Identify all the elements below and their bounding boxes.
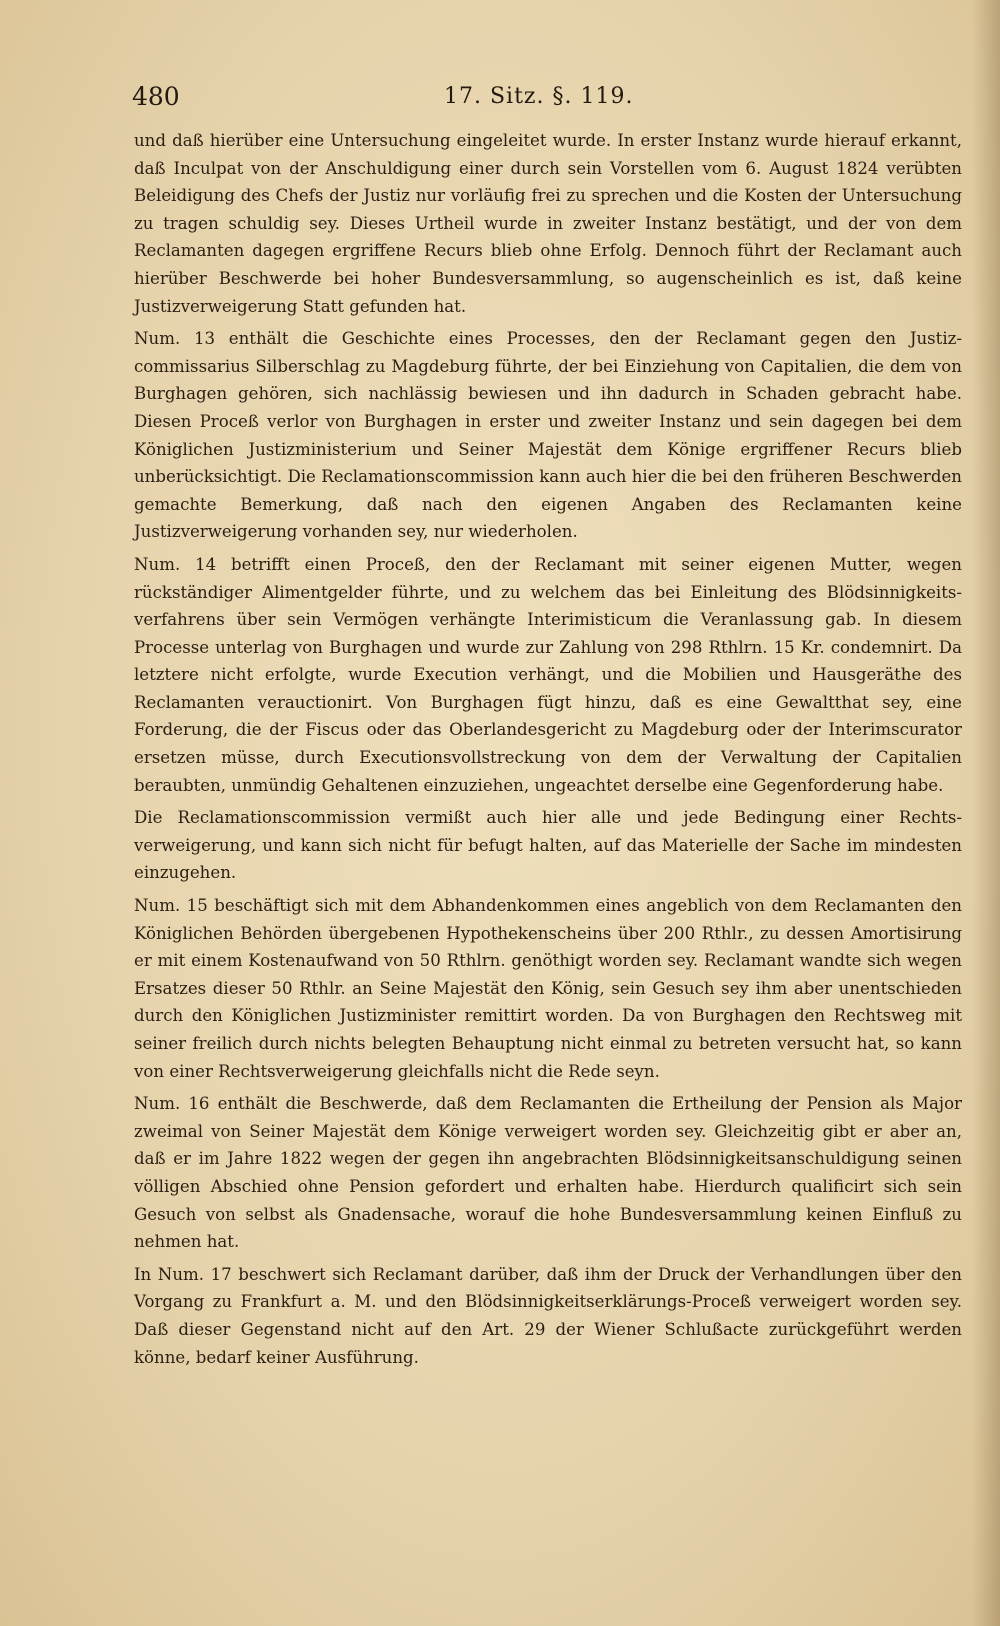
paragraph-num-14: Num. 14 betrifft einen Proceß, den der Reclamant mit seiner eigenen Mutter, wegen rückständiger Alimentgelder führte, und zu welchem das bei Einleitung des Blödsinnigkeits-verfahrens über sein Vermögen verhängte Interimisticum die Veranlassung gab. In diesem Processe unterlag von Burghagen und wurde zur Zahlung von 298 Rthlrn. 15 Kr. condemnirt. Da letztere nicht erfolgte, wurde Execution verhängt, und die Mobilien und Hausgeräthe des Reclamanten verauctionirt. Von Burghagen fügt hinzu, daß es eine Gewaltthat sey, eine Forderung, die der Fiscus oder das Oberlandesgericht zu Magdeburg oder der Interimscurator ersetzen müsse, durch Executionsvollstreckung von dem der Verwaltung der Capitalien beraubten, unmündig Gehaltenen einzuziehen, ungeachtet derselbe eine Gegenforderung habe. bbox=[134, 554, 962, 795]
page-edge-shadow bbox=[972, 0, 1000, 1626]
paragraph-num-17: In Num. 17 beschwert sich Reclamant darüber, daß ihm der Druck der Verhandlungen über den Vorgang zu Frankfurt a. M. und den Blödsinnigkeitserklärungs-Proceß verweigert worden sey. Daß dieser Gegenstand nicht auf den Art. 29 der Wiener Schlußacte zurückgeführt werden könne, bedarf keiner Ausführung. bbox=[134, 1264, 962, 1367]
paragraph-continuation: und daß hierüber eine Untersuchung eingeleitet wurde. In erster Instanz wurde hierauf erkannt, daß Inculpat von der Anschuldigung einer durch sein Vorstellen vom 6. August 1824 verübten Beleidigung des Chefs der Justiz nur vorläufig frei zu sprechen und die Kosten der Untersuchung zu tragen schuldig sey. Dieses Urtheil wurde in zweiter Instanz bestätigt, und der von dem Reclamanten dagegen ergriffene Recurs blieb ohne Erfolg. Dennoch führt der Reclamant auch hierüber Beschwerde bei hoher Bundesversammlung, so augenscheinlich es ist, daß keine Justizverweigerung Statt gefunden hat. bbox=[134, 131, 962, 316]
paragraph-num-15: Num. 15 beschäftigt sich mit dem Abhandenkommen eines angeblich von dem Reclamanten den Königlichen Behörden übergebenen Hypothekenscheins über 200 Rthlr., zu dessen Amortisirung er mit einem Kostenaufwand von 50 Rthlrn. genöthigt worden sey. Reclamant wandte sich wegen Ersatzes dieser 50 Rthlr. an Seine Majestät den König, sein Gesuch sey ihm aber unentschieden durch den Königlichen Justizminister remittirt worden. Da von Burghagen den Rechtsweg mit seiner freilich durch nichts belegten Behauptung nicht einmal zu betreten versucht hat, so kann von einer Rechtsverweigerung gleichfalls nicht die Rede seyn. bbox=[134, 896, 962, 1081]
paragraph-num-13: Num. 13 enthält die Geschichte eines Processes, den der Reclamant gegen den Justiz-commissarius Silberschlag zu Magdeburg führte, der bei Einziehung von Capitalien, die dem von Burghagen gehören, sich nachlässig bewiesen und ihn dadurch in Schaden gebracht habe. Diesen Proceß verlor von Burghagen in erster und zweiter Instanz und sein dagegen bei dem Königlichen Justizministerium und Seiner Majestät dem Könige ergriffener Recurs blieb unberücksichtigt. Die Reclamationscommission kann auch hier die bei den früheren Beschwerden gemachte Bemerkung, daß nach den eigenen Angaben des Reclamanten keine Justizverweigerung vorhanden sey, nur wiederholen. bbox=[134, 329, 962, 542]
page-number: 480 bbox=[132, 82, 180, 111]
paragraph-num-16: Num. 16 enthält die Beschwerde, daß dem Reclamanten die Ertheilung der Pension als Major zweimal von Seiner Majestät dem Könige verweigert worden sey. Gleichzeitig gibt er aber an, daß er im Jahre 1822 wegen der gegen ihn angebrachten Blödsinnigkeitsanschuldigung seinen völligen Abschied ohne Pension gefordert und erhalten habe. Hierdurch qualificirt sich sein Gesuch von selbst als Gnadensache, worauf die hohe Bundesversammlung keinen Einfluß zu nehmen hat. bbox=[134, 1094, 962, 1252]
body-text bbox=[134, 127, 962, 1371]
running-head: 17. Sitz. §. 119. bbox=[444, 84, 634, 109]
page-header bbox=[132, 80, 962, 116]
paragraph-commission-note: Die Reclamationscommission vermißt auch hier alle und jede Bedingung einer Rechts-verweigerung, und kann sich nicht für befugt halten, auf das Materielle der Sache im mindesten einzugehen. bbox=[134, 808, 962, 883]
